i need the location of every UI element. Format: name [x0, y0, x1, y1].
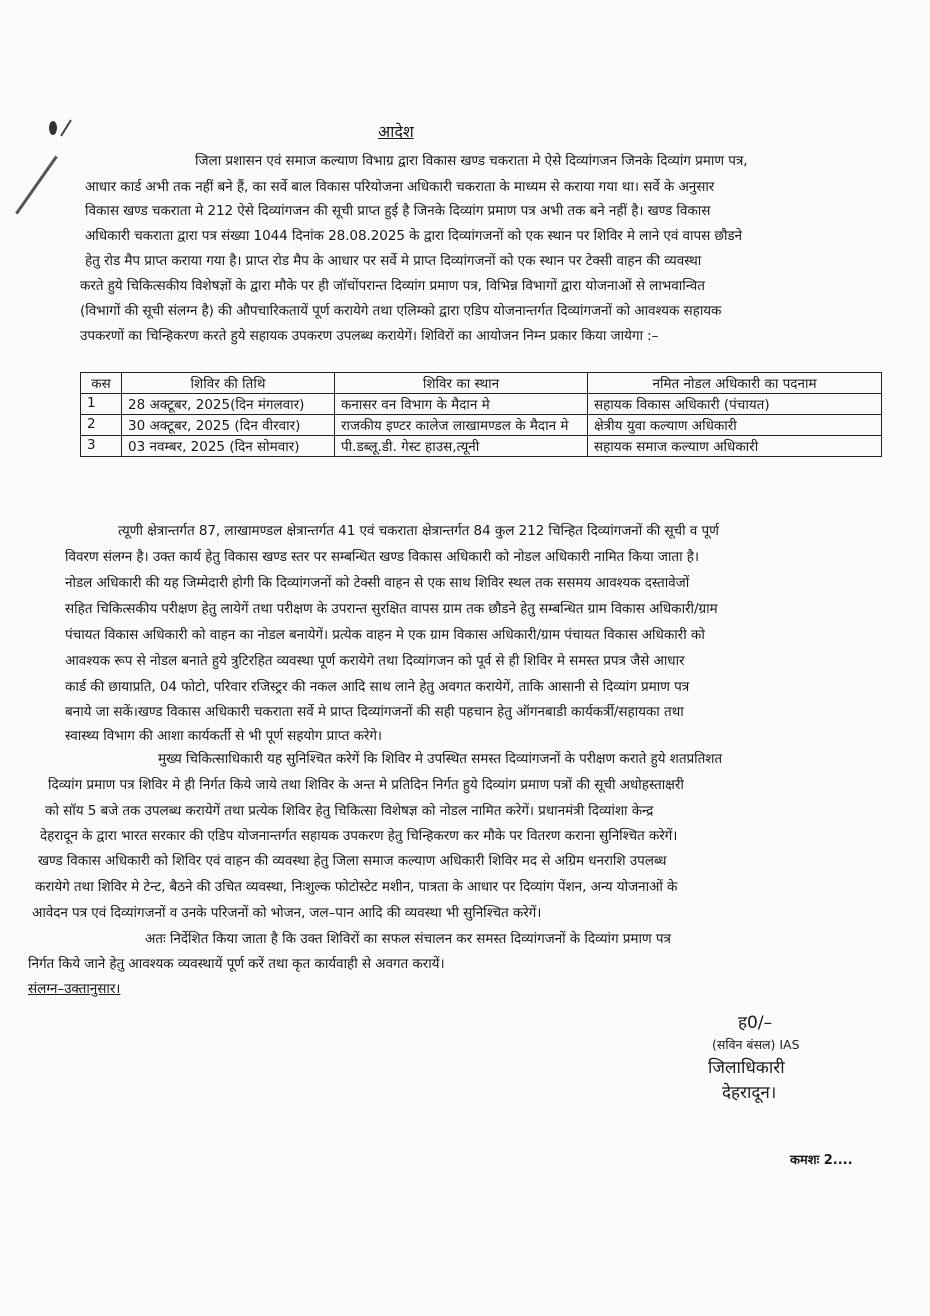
- text-line: को सॉय 5 बजे तक उपलब्ध करायेगें तथा प्रत्येक शिविर हेतु चिकित्सा विशेषज्ञ को नोडल नामित करेगें। प्रधानमंत्री दिव्यांशा केन्द्र: [45, 803, 654, 819]
- continued-marker: कमशः 2....: [790, 1153, 853, 1168]
- cell-officer: क्षेत्रीय युवा कल्याण अधिकारी: [588, 415, 882, 436]
- header-date: शिविर की तिथि: [122, 373, 335, 394]
- cell-serial: 2: [81, 415, 122, 436]
- table-row: [81, 415, 882, 436]
- table-row: [81, 436, 882, 457]
- text-line: दिव्यांग प्रमाण पत्र शिविर मे ही निर्गत किये जाये तथा शिविर के अन्त मे प्रतिदिन निर्गत हुये दिव्यांग प्रमाण पत्रों की सूची अधोहस्ताक्षरी: [48, 777, 684, 793]
- text-line: (विभागों की सूची संलग्न है) की औपचारिकतायें पूर्ण करायेगे तथा एलिम्को द्वारा एडिप योजनान्तर्गत दिव्यांगजनों को आवश्यक सहायक: [80, 303, 722, 319]
- scan-artifact-stroke: [15, 155, 58, 214]
- cell-venue: पी.डब्लू.डी. गेस्ट हाउस,त्यूनी: [335, 436, 588, 457]
- text-line: स्वास्थ्य विभाग की आशा कार्यकर्ती से भी पूर्ण सहयोग प्राप्त करेगे।: [65, 728, 382, 744]
- text-line: विकास खण्ड चकराता मे 212 ऐसे दिव्यांगजन की सूची प्राप्त हुई है जिनके दिव्यांग प्रमाण पत्र अभी तक बने नहीं है। खण्ड विकास: [85, 203, 711, 219]
- cell-date: 28 अक्टूबर, 2025(दिन मंगलवार): [122, 394, 335, 415]
- text-line: खण्ड विकास अधिकारी को शिविर एवं वाहन की व्यवस्था हेतु जिला समाज कल्याण अधिकारी शिविर मद से अग्रिम धनराशि उपलब्ध: [38, 853, 667, 869]
- text-line: विवरण संलग्न है। उक्त कार्य हेतु विकास खण्ड स्तर पर सम्बन्धित खण्ड विकास अधिकारी को नोडल अधिकारी नामित किया जाता है।: [65, 549, 699, 565]
- text-line: अधिकारी चकराता द्वारा पत्र संख्या 1044 दिनांक 28.08.2025 के द्वारा दिव्यांगजनों को एक स्थान पर शिविर मे लाने एवं वापस छौडने: [85, 228, 742, 244]
- cell-officer: सहायक विकास अधिकारी (पंचायत): [588, 394, 882, 415]
- text-line: कार्ड की छायाप्रति, 04 फोटो, परिवार रजिस्ट्रर की नकल आदि साथ लाने हेतु अवगत करायेगें, ताकि आसानी से दिव्यांग प्रमाण पत्र: [65, 679, 690, 695]
- cell-date: 30 अक्टूबर, 2025 (दिन वीरवार): [122, 415, 335, 436]
- table-header-row: [81, 373, 882, 394]
- table-row: [81, 394, 882, 415]
- text-line: नोडल अधिकारी की यह जिम्मेदारी होगी कि दिव्यांगजनों को टेक्सी वाहन से एक साथ शिविर स्थल तक ससमय आवश्यक दस्तावेजों: [65, 575, 690, 591]
- text-line: अतः निर्देशित किया जाता है कि उक्त शिविरों का सफल संचालन कर समस्त दिव्यांगजनों के दिव्यांग प्रमाण पत्र: [145, 931, 671, 947]
- text-line: सहित चिकित्सकीय परीक्षण हेतु लायेगें तथा परीक्षण के उपरान्त सुरक्षित वापस ग्राम तक छौडने हेतु सम्बन्धित ग्राम विकास अधिकारी/ग्राम: [65, 601, 718, 617]
- text-line: करते हुये चिकित्सकीय विशेषज्ञों के द्वारा मौके पर ही जॉचोंपरान्त दिव्यांग प्रमाण पत्र, विभिन्न विभागों द्वारा योजनाओं से लाभवान्वित: [80, 278, 705, 294]
- text-line: त्यूणी क्षेत्रान्तर्गत 87, लाखामण्डल क्षेत्रान्तर्गत 41 एवं चकराता क्षेत्रान्तर्गत 84 कुल 212 चिन्हित दिव्यांगजनों की सूची व पूर्ण: [118, 523, 719, 539]
- text-line: जिला प्रशासन एवं समाज कल्याण विभाग्र द्वारा विकास खण्ड चकराता मे ऐसे दिव्यांगजन जिनके दिव्यांग प्रमाण पत्र,: [195, 153, 748, 169]
- cell-venue: राजकीय इण्टर कालेज लाखामण्डल के मैदान मे: [335, 415, 588, 436]
- text-line: निर्गत किये जाने हेतु आवश्यक व्यवस्थायें पूर्ण करें तथा कृत कार्यवाही से अवगत करायें।: [28, 956, 445, 972]
- punch-mark-icon: [45, 118, 75, 138]
- cell-serial: 3: [81, 436, 122, 457]
- header-nodal-officer: नमित नोडल अधिकारी का पदनाम: [588, 373, 882, 394]
- text-line: हेतु रोड मैप प्राप्त कराया गया है। प्राप्त रोड मैप के आधार पर सर्वे मे प्राप्त दिव्यांगजनों को एक स्थान पर टेक्सी वाहन की व्यवस्था: [85, 253, 702, 269]
- cell-serial: 1: [81, 394, 122, 415]
- text-line: मुख्य चिकित्साधिकारी यह सुनिश्चित करेगें कि शिविर मे उपस्थित समस्त दिव्यांगजनों के परीक्षण कराते हुये शतप्रतिशत: [158, 751, 723, 767]
- signatory-place: देहरादून।: [722, 1083, 777, 1103]
- text-line: बनाये जा सकें।खण्ड विकास अधिकारी चकराता सर्वे मे प्राप्त दिव्यांगजनों की सही पहचान हेतु ऑगनबाडी कार्यकर्त्री/सहायका तथा: [65, 704, 684, 720]
- text-line: आधार कार्ड अभी तक नहीं बने हैं, का सर्वे बाल विकास परियोजना अधिकारी चकराता के माध्यम से कराया गया था। सर्वे के अनुसार: [85, 179, 715, 195]
- cell-officer: सहायक समाज कल्याण अधिकारी: [588, 436, 882, 457]
- signatory-designation: जिलाधिकारी: [708, 1058, 785, 1078]
- signed-mark: ह0/–: [738, 1013, 773, 1033]
- text-line: करायेगे तथा शिविर मे टेन्ट, बैठने की उचित व्यवस्था, निःशुल्क फोटोस्टेट मशीन, पात्रता के आधार पर दिव्यांग पेंशन, अन्य योजनाओं के: [35, 879, 678, 895]
- header-serial: कस: [81, 373, 122, 394]
- text-line: देहरादून के द्वारा भारत सरकार की एडिप योजनान्तर्गत सहायक उपकरण हेतु चिन्हिकरण कर मौके पर वितरण कराना सुनिश्चित करेगें।: [40, 828, 678, 844]
- text-line: पंचायत विकास अधिकारी को वाहन का नोडल बनायेगें। प्रत्येक वाहन मे एक ग्राम विकास अधिकारी/ग्राम पंचायत विकास अधिकारी को: [65, 627, 705, 643]
- cell-date: 03 नवम्बर, 2025 (दिन सोमवार): [122, 436, 335, 457]
- document-title: आदेश: [378, 122, 414, 141]
- signatory-name: (सविन बंसल) IAS: [712, 1037, 800, 1052]
- header-venue: शिविर का स्थान: [335, 373, 588, 394]
- text-line: आवेदन पत्र एवं दिव्यांगजनों व उनके परिजनों को भोजन, जल–पान आदि की व्यवस्था भी सुनिश्चित करेगें।: [32, 905, 542, 921]
- cell-venue: कनासर वन विभाग के मैदान मे: [335, 394, 588, 415]
- enclosure-note: संलग्न–उक्तानुसार।: [28, 981, 121, 997]
- text-line: उपकरणों का चिन्हिकरण करते हुये सहायक उपकरण उपलब्ध करायेगें। शिविरों का आयोजन निम्न प्रकार किया जायेगा :–: [80, 328, 659, 344]
- text-line: आवश्यक रूप से नोडल बनाते हुये त्रुटिरहित व्यवस्था पूर्ण करायेगे तथा दिव्यांगजन को पूर्व से ही शिविर मे समस्त प्रपत्र जैसे आधार: [65, 653, 685, 669]
- camp-schedule-table: [80, 372, 882, 457]
